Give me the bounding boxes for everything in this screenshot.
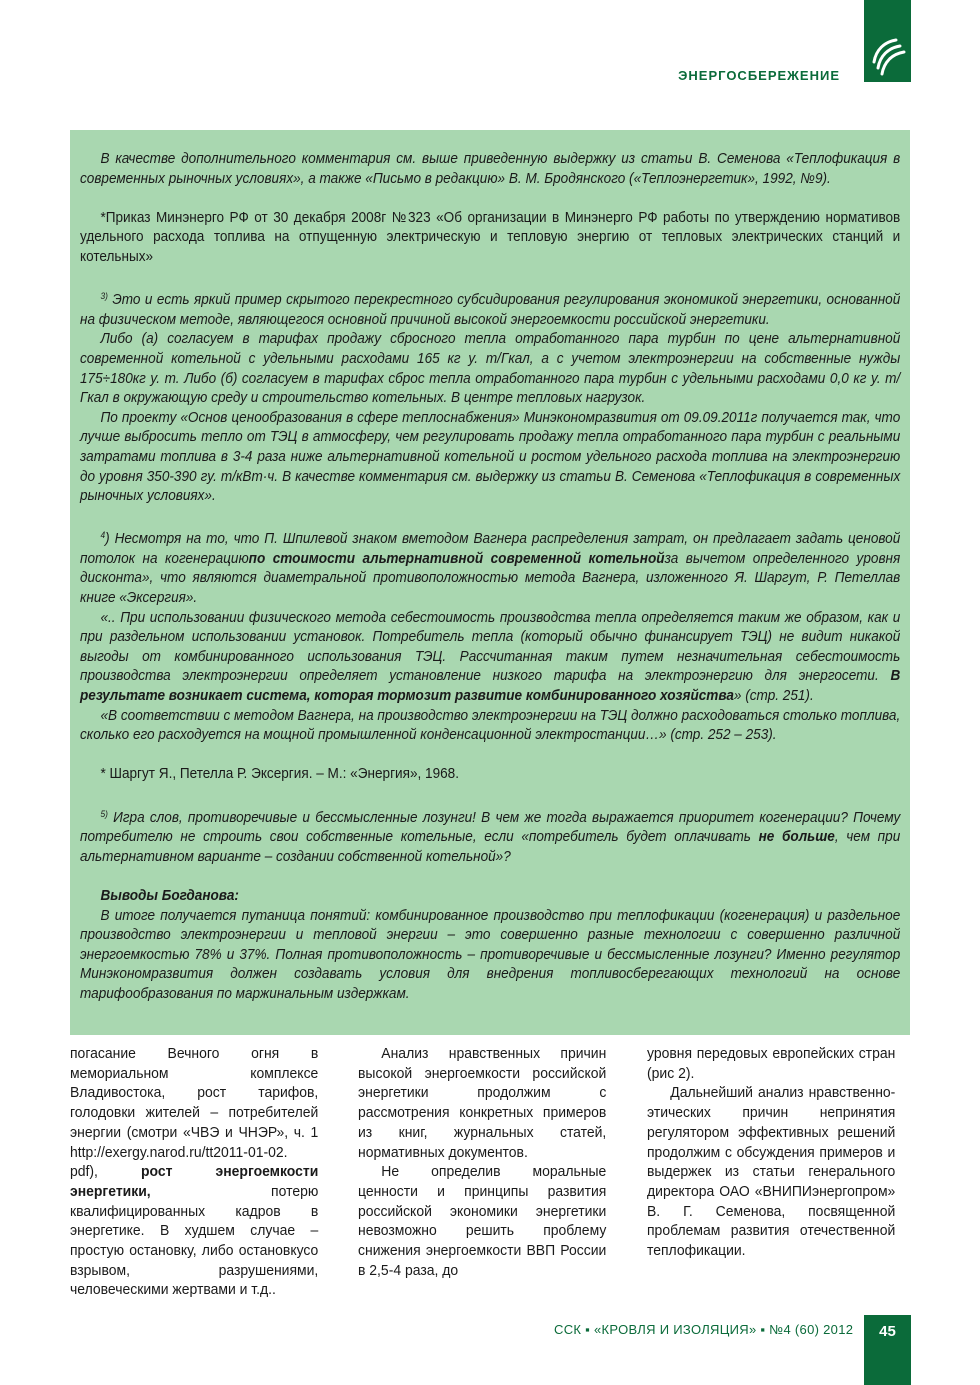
- paragraph: уровня передовых европейских стран (рис 2).: [647, 1046, 896, 1082]
- paragraph: $^{5)}$ Игра слов, противоречивые и бессмысленные лозунги! В чем же тогда выражается приоритет когенерации? Почему потребителю не строить свои собственные котельные, если «потребитель будет оплачивать не больше, чем при альтернативном варианте – создании собственной котельной»?: [80, 808, 901, 865]
- paragraph: погасание Вечного огня в мемориальном комплексе Владивостока, рост тарифов, голодовки жителей – потребителей энергии (смотри «ЧВЭ и ЧНЭР», ч. 1 http://exergy.narod.ru/tt2011-01-02. pdf), рост энергоемкости энергетики, потерю квалифицированных кадров в энергетике. В худшем случае – простую остановку, либо остановкусо взрывом, разрушениями, человеческими жертвами и т.д..: [70, 1046, 319, 1299]
- paragraph: $^{3)}$ Это и есть яркий пример скрытого перекрестного субсидирования регулирования экономикой энергетики, основанной на физическом методе, являющегося основной причиной высокой энергоемкости российской энергетики.: [80, 291, 901, 328]
- paragraph: В итоге получается путаница понятий: комбинированное производство при теплофикации (когенерация) и раздельное производство электроэнергии и тепловой энергии – это совершенно разные технологии с совершенно различной энергоемкостью 78% и 37%. Полная противоположность – противоречивые и бессмысленные лозунги? Именно регулятор Минэкономразвития должен создавать условия для внедрения топливосберегающих технологий на основе тарифообразования по маржинальным издержкам.: [80, 907, 901, 1002]
- publication-footer: ССК ▪ «КРОВЛЯ И ИЗОЛЯЦИЯ» ▪ №4 (60) 2012: [554, 1322, 854, 1337]
- paragraph: В качестве дополнительного комментария см. выше приведенную выдержку из статьи В. Семенова «Теплофикация в современных рыночных условиях», а также «Письмо в редакцию» В. М. Бродянского («Теплоэнергетик», 1992, №9).: [80, 151, 901, 187]
- emphasis: рост энергоемкости энергетики,: [70, 1164, 319, 1200]
- section-title: ЭНЕРГОСБЕРЕЖЕНИЕ: [678, 68, 840, 83]
- paragraph: «В соответствии с методом Вагнера, на производство электроэнергии на ТЭЦ должно расходоваться столько топлива, сколько его расходуется на мощной промышленной конденсационной электростанции…» (стр. 252 – 253).: [80, 707, 901, 744]
- emphasis: не больше: [758, 829, 835, 846]
- emphasis: В результате возникает система, которая тормозит развитие комбинированного хозяйства: [80, 668, 901, 705]
- paragraph: Либо (а) согласуем в тарифах продажу сбросного тепла отработанного пара турбин по цене альтернативной современной котельной с удельными расходами 165 кг у. т/Гкал, а с учетом электроэнергии на собственные нужды 175÷180кг у. т. Либо (б) согласуем в тарифах сброс тепла отработанного пара турбин с удельными расходами 0,0 кг у. т/Гкал в окружающую среду и строительство котельных. В центре тепловых нагрузок.: [80, 331, 901, 407]
- column-1: [70, 1045, 318, 1301]
- paragraph: $^4$) Несмотря на то, что П. Шпилевой знаком вметодом Вагнера распределения затрат, он предлагает задать ценовой потолок на когенерациюпо стоимости альтернативной современной котельнойза вычетом определенного уровня дисконта», что являются диаметральной противоположностью метода Вагнера, изложенного Я. Шаргут, Р. Петеллав книге «Эксергия».: [80, 530, 901, 607]
- reference: * Шаргут Я., Петелла Р. Эксергия. – М.: «Энергия», 1968.: [100, 766, 460, 783]
- page-number: 45: [879, 1323, 896, 1340]
- paragraph: *Приказ Минэнерго РФ от 30 декабря 2008г №323 «Об организации в Минэнерго РФ работы по утверждению нормативов удельного расхода топлива на отпущенную электрическую и тепловую энергию от тепловых электрических станций и котельных»: [80, 209, 901, 265]
- footnote-marker: 3): [100, 291, 108, 302]
- stylized-wings-logo-icon: [870, 36, 906, 76]
- footnote-marker: 4: [100, 530, 106, 541]
- paragraph: Не определив моральные ценности и принципы развития российской экономики энергетики невозможно решить проблему снижения энергоемкости ВВП России в 2,5-4 раза, до: [358, 1164, 607, 1279]
- emphasis: по стоимости альтернативной современной котельной: [248, 550, 665, 567]
- column-2: [358, 1045, 606, 1281]
- page-number-block: [864, 1315, 911, 1385]
- conclusion-heading: Выводы Богданова:: [100, 887, 239, 904]
- paragraph: «.. При использовании физического метода себестоимость производства тепла определяется таким же образом, как и при раздельном использовании установок. Потребитель тепла (который обычно финансирует ТЭЦ) не видит никакой выгоды от комбинированного использования ТЭЦ. Рассчитанная таким путем незначительная себестоимость производства электроэнергии определяет установление низкого тарифа на электроэнергию для энергосети. В результате возникает система, которая тормозит развитие комбинированного хозяйства» (стр. 251).: [80, 609, 901, 705]
- paragraph: Дальнейший анализ нравственно-этических причин непринятия регулятором эффективных решений продолжим с обсуждения примеров и выдержек из статьи генерального директора ОАО «ВНИПИэнергопром» В. Г. Семенова, посвященной проблемам развития отечественной теплофикации.: [647, 1085, 896, 1260]
- footnote-marker: 5): [100, 808, 108, 819]
- paragraph: По проекту «Основ ценообразования в сфере теплоснабжения» Минэкономразвития от 09.09.2011г получается так, что лучше выбросить тепло от ТЭЦ в атмосферу, чем регулировать продажу тепла отработанного пара турбин с реальными затратами топлива в 3-4 раза ниже альтернативной котельной и ростом удельного расхода топлива на электроэнергию до уровня 350-390 гу. т/кВт·ч. В качестве комментария см. выдержку из статьи В. Семенова «Теплофикация в современных рыночных условиях».: [80, 409, 901, 505]
- commentary-text: [80, 150, 900, 1005]
- logo-block: [864, 0, 911, 82]
- column-3: [647, 1045, 895, 1262]
- paragraph: Анализ нравственных причин высокой энергоемкости российской энергетики продолжим с рассмотрения конкретных примеров из книг, журнальных статей, нормативных документов.: [358, 1046, 607, 1161]
